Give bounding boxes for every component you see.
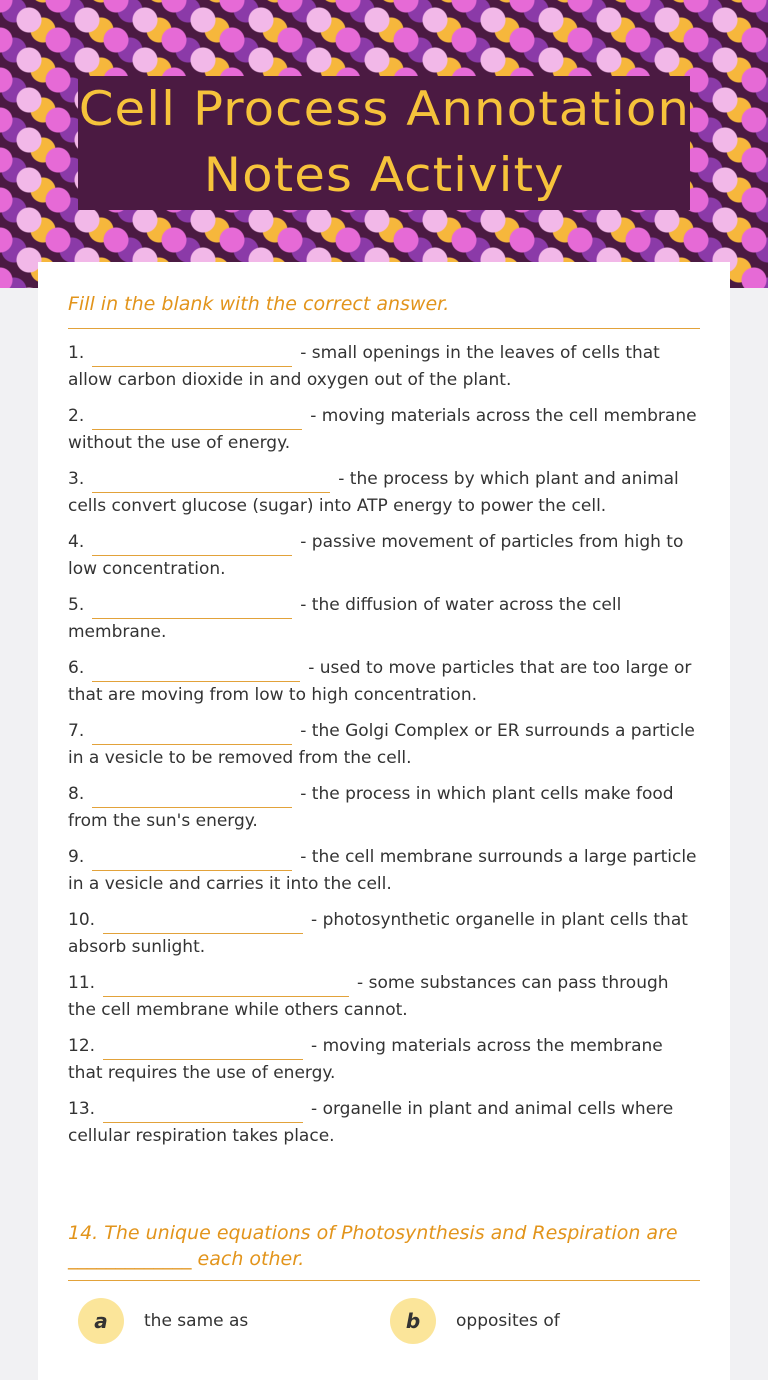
question-3 <box>68 466 700 520</box>
question-number: 7. <box>68 721 85 741</box>
question-text: - the diffusion of water across the cell membrane. <box>68 595 622 642</box>
answer-blank-7[interactable] <box>92 722 292 745</box>
option-a[interactable] <box>78 1298 248 1344</box>
question-text: - the cell membrane surrounds a large particle in a vesicle and carries it into the cell. <box>68 847 697 894</box>
question-text: - organelle in plant and animal cells where cellular respiration takes place. <box>68 1099 674 1146</box>
question-14-heading: 14. The unique equations of Photosynthesis and Respiration are _____________ each other. <box>68 1222 678 1270</box>
question-2 <box>68 403 700 457</box>
answer-blank-4[interactable] <box>92 533 292 556</box>
question-text: - moving materials across the cell membrane without the use of energy. <box>68 406 697 453</box>
question-14-divider <box>68 1280 700 1281</box>
page-title-line-1: Cell Process Annotation <box>78 82 690 137</box>
question-text: - used to move particles that are too large or that are moving from low to high concentration. <box>68 658 692 705</box>
question-number: 1. <box>68 343 85 363</box>
answer-blank-1[interactable] <box>92 344 292 367</box>
question-9 <box>68 844 700 898</box>
question-number: 5. <box>68 595 85 615</box>
question-4 <box>68 529 700 583</box>
question-8 <box>68 781 700 835</box>
worksheet-card <box>38 262 730 1380</box>
question-10 <box>68 907 700 961</box>
header-banner <box>0 0 768 288</box>
question-number: 3. <box>68 469 85 489</box>
question-text: - some substances can pass through the cell membrane while others cannot. <box>68 973 669 1020</box>
option-a-label: the same as <box>144 1311 249 1331</box>
question-text: - moving materials across the membrane that requires the use of energy. <box>68 1036 663 1083</box>
option-b-label: opposites of <box>456 1311 560 1331</box>
question-text: - the process in which plant cells make food from the sun's energy. <box>68 784 674 831</box>
answer-blank-12[interactable] <box>103 1037 303 1060</box>
question-text: - the Golgi Complex or ER surrounds a particle in a vesicle to be removed from the cell. <box>68 721 695 768</box>
answer-blank-11[interactable] <box>103 974 349 997</box>
question-6 <box>68 655 700 709</box>
answer-blank-6[interactable] <box>92 659 300 682</box>
question-text: - small openings in the leaves of cells that allow carbon dioxide in and oxygen out of the plant. <box>68 343 660 390</box>
question-5 <box>68 592 700 646</box>
question-number: 11. <box>68 973 96 993</box>
question-text: - the process by which plant and animal cells convert glucose (sugar) into ATP energy to power the cell. <box>68 469 679 516</box>
question-number: 9. <box>68 847 85 867</box>
question-number: 2. <box>68 406 85 426</box>
question-number: 4. <box>68 532 85 552</box>
question-number: 10. <box>68 910 96 930</box>
question-text: - photosynthetic organelle in plant cells that absorb sunlight. <box>68 910 688 957</box>
question-number: 8. <box>68 784 85 804</box>
answer-blank-5[interactable] <box>92 596 292 619</box>
question-13 <box>68 1096 700 1150</box>
heading-divider <box>68 328 700 329</box>
title-box <box>78 76 690 210</box>
answer-blank-9[interactable] <box>92 848 292 871</box>
question-12 <box>68 1033 700 1087</box>
answer-blank-3[interactable] <box>92 470 330 493</box>
question-number: 6. <box>68 658 85 678</box>
option-a-badge[interactable]: a <box>78 1298 124 1344</box>
question-1 <box>68 340 700 394</box>
page-title-line-2: Notes Activity <box>203 148 565 203</box>
question-text: - passive movement of particles from high to low concentration. <box>68 532 684 579</box>
question-list <box>68 340 700 1159</box>
question-11 <box>68 970 700 1024</box>
section-heading: Fill in the blank with the correct answer. <box>68 293 450 315</box>
answer-blank-8[interactable] <box>92 785 292 808</box>
answer-blank-10[interactable] <box>103 911 303 934</box>
question-7 <box>68 718 700 772</box>
option-b-badge[interactable]: b <box>390 1298 436 1344</box>
question-number: 12. <box>68 1036 96 1056</box>
option-b[interactable] <box>390 1298 560 1344</box>
answer-blank-13[interactable] <box>103 1100 303 1123</box>
answer-blank-2[interactable] <box>92 407 302 430</box>
question-number: 13. <box>68 1099 96 1119</box>
